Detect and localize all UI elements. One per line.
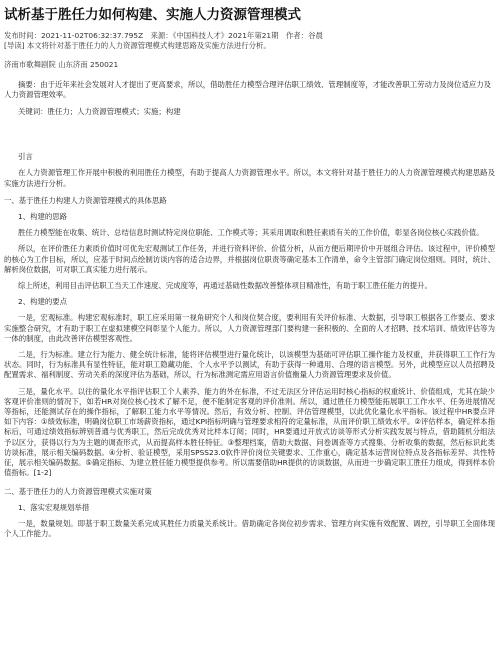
abstract: 摘要：由于近年来社会发展对人才提出了更高要求，所以，借助胜任力模型合理评估职工绩效、管理制度等，才能改善职工劳动力及岗位适应力及人力资源管理效率。 [4,79,492,99]
author-organization: 济南市歌舞剧院 山东济南 250021 [4,60,119,70]
publish-meta: 发布时间：2021-11-02T06:32:37.795Z 来源：《中国科技人才》2021年第21期 作者：谷晨 [4,31,323,40]
paragraph: 一是，宏观标准。构建宏观标准时，职工应采用第一视角研究个人和岗位契合度，要利用有关评价标准、大数据，引导职工根据各工作要点、要求实施整合研究，才有助于职工在虚拟建模空间彰显个人能力。所以，人力资源管理部门要构建一套积极的、全面的人才招聘、技术培训、绩效评估等为一体的制度，由此改善评估模型客观性。 [4,313,495,343]
section-2-1-heading: 1、落实宏观规划举措 [18,502,90,512]
keywords: 关键词：胜任力；人力资源管理模式；实施；构建 [18,107,181,117]
paragraph: 综上所述，利用目击评估职工当天工作速度、完成度等，再通过基础性数据改善整体项目精准性，有助于职工胜任能力的提升。 [18,281,432,291]
page-title: 试析基于胜任力如何构建、实施人力资源管理模式 [4,7,301,23]
paragraph: 二是，行为标准。建立行为能力、健全统计标准，能将评估模型进行量化统计，以该模型为基础可评估职工操作能力及权重，并获得职工工作行为状态。同时，行为标准具有显性特征，能对职工隐藏功能、个人水平予以测试，有助于获得一种通用、合理的语言模型。另外，此模型应以人员招聘及配置需求、福利制度、劳动关系的深度评估为基础，所以，行为标准测定需应用语言价值衡量人力资源管理要求及价值。 [4,350,495,380]
paragraph: 三是，量化水平。以往的量化水平指评估职工个人素养、能力的外在标准，不过无法区分评估运用时核心指标的权重统计、价值组成，尤其在缺少客观评价准则的情况下，如若HR对岗位核心技术了解不足，便不能制定客观的评价准则。所以，通过胜任力模型能拓展职工工作水平、任务进展情况等指标，还能测试存在的操作指标，了解职工能力水平等情况。然后，有效分析、控制、评估管理模型，以此优化量化水平指标。该过程中HR要点评如下内容：①绩效标准，明确岗位职工市场薪资指标，通过KPI指标明确与管理要求相符的定量标准，从而评价职工绩效水平。②评估样本，确定样本指标后，可通过绩效指标辨别普通与优秀职工，然后完成优秀对比样本订阅；同时，HR要通过开放式访谈等形式分析实践发展与特点，借助随机分组法予以区分，获得以行为为主题的调查形式，从而提高样本胜任特征。③整理档案，借助大数据、问卷调查等方式搜集、分析收集的数据，然后标识此类访谈标准，展示相关编码数据。④分析、验证模型，采用SPSS23.0软件评价岗位关键要求、工作重心，确定基本运营岗位特点及各指标差异、共性特征，展示相关编码数据。⑤确定指标、为建立胜任能力模型提供参考。所以需要借助HR提供的访谈数据，从而进一步确定职工胜任力组成，得到样本价值指标。[1-2] [4,386,495,478]
section-1-1-heading: 1、构建的思路 [18,212,68,222]
section-2-heading: 二、基于胜任力的人力资源管理模式实施对策 [4,486,152,496]
guide-line: [导读] 本文将针对基于胜任力的人力资源管理模式构建思路及实施方法进行分析。 [4,41,271,51]
intro-paragraph: 在人力资源管理工作开展中积极的利用胜任力模型，有助于提高人力资源管理水平。所以，本文将针对基于胜任力的人力资源管理模式构建思路及实施方法进行分析。 [4,168,495,188]
paragraph: 胜任力模型能在收集、统计、总结信息时测试特定岗位职能、工作模式等；其采用调取和胜任素质有关的工作价值，彰显各岗位核心实践价值。 [18,228,484,238]
section-1-heading: 一、基于胜任力构建人力资源管理模式的具体思路 [4,195,167,205]
abstract-block [4,80,495,118]
paragraph: 所以，在评价胜任力素质价值时可优先宏观测试工作任务，并进行资料评价、价值分析，从而方便后期评价中开展组合评估。该过程中，评价模型的核心为工作目标，所以，应基于时间点绘制访谈内容的适合边界，并根据岗位职责等确定基本工作清单，命令主管部门确定岗位细则。同时，统计、解析岗位数据，可对职工真实能力进行展示。 [4,244,495,274]
section-1-2-heading: 2、构建的要点 [18,297,68,307]
paragraph: 一是，数量规划。即基于职工数量关系完成其胜任力质量关系统计。借助确定各岗位初步需求、管理方向实施有效配置、调控，引导职工全面体现个人工作能力。 [4,518,495,539]
intro-heading: 引言 [18,152,33,162]
